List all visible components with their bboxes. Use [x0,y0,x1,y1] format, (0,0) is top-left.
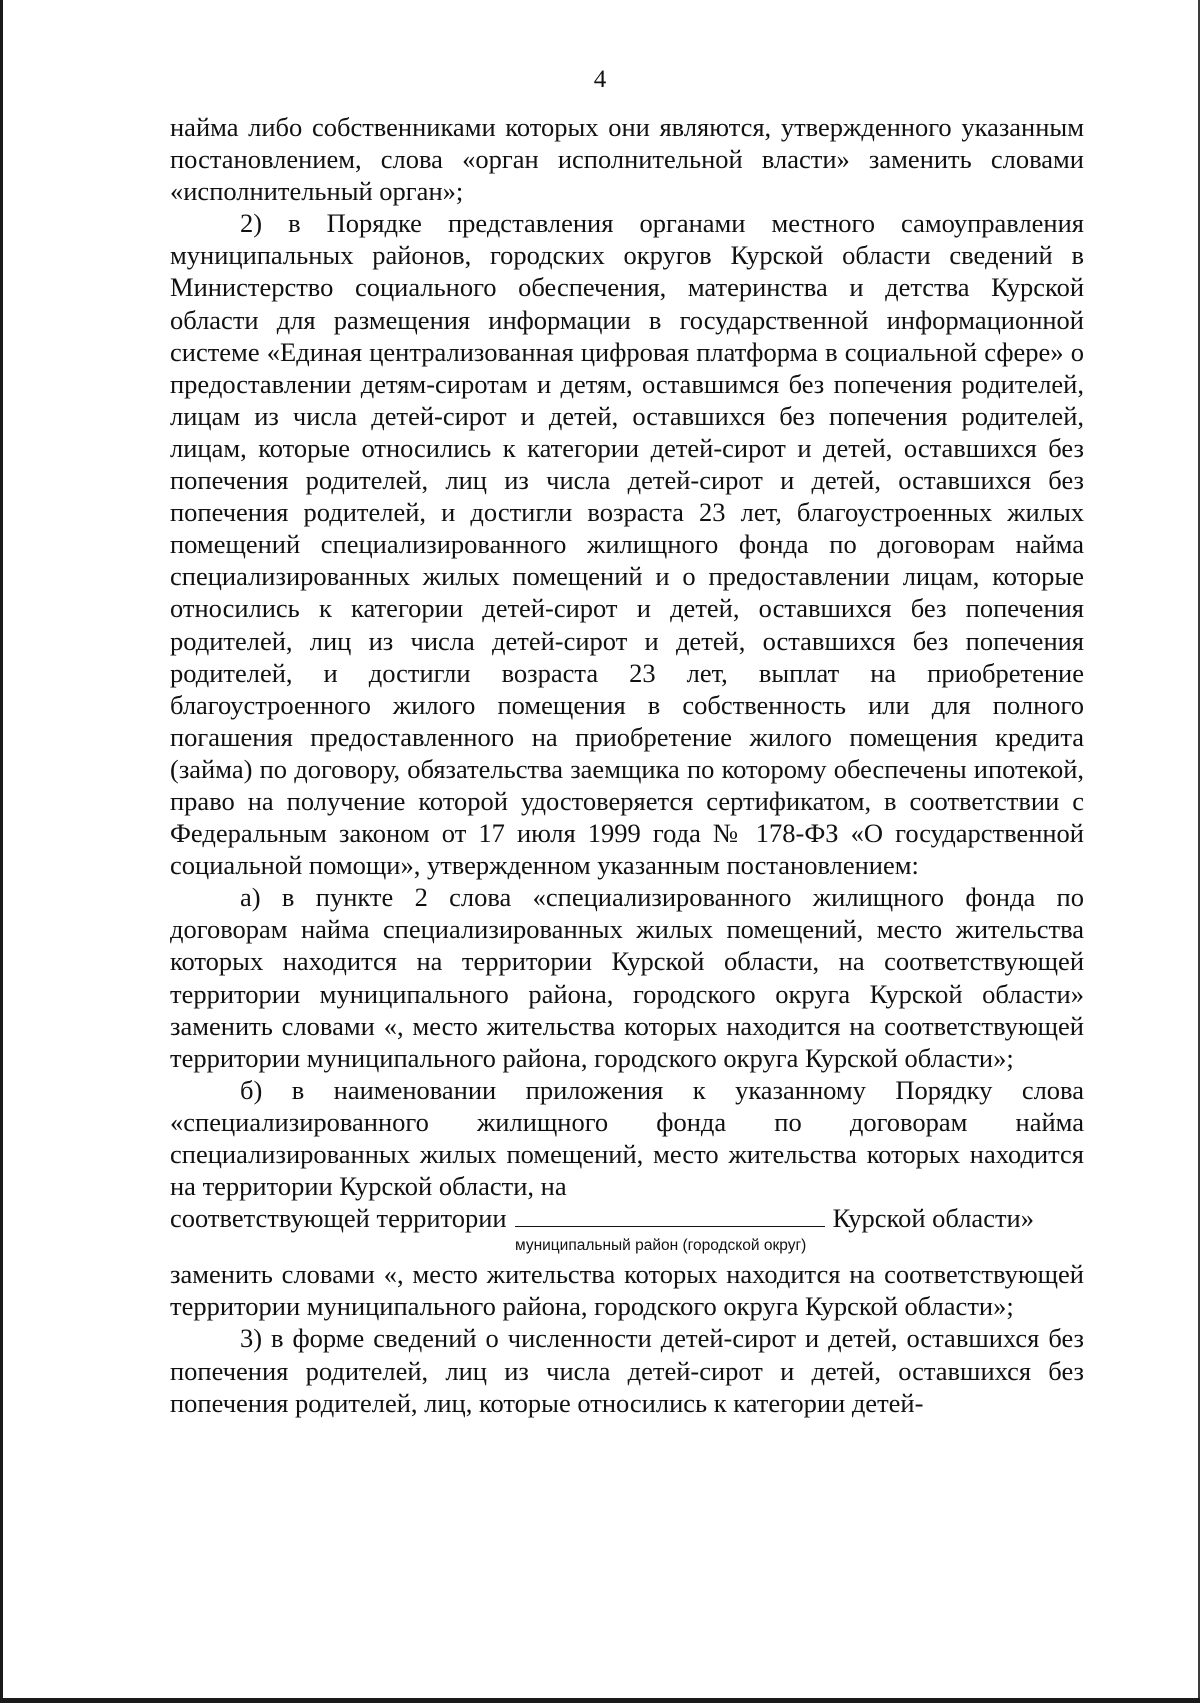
fill-line-suffix: Курской области» [832,1203,1034,1234]
paragraph-continuation: найма либо собственниками которых они являются, утвержденного указанным постановлением, слова «орган исполнительной власти» заменить словами «исполнительный орган»; [170,112,1084,207]
paragraph-item-2: 2) в Порядке представления органами местного самоуправления муниципальных районов, городских округов Курской области сведений в Министерство социального обеспечения, материнства и детства Курской области для размещения информации в государственной информационной системе «Единая централизованная цифровая платформа в социальной сфере» о предоставлении детям-сиротам и детям, оставшимся без попечения родителей, лицам из числа детей-сирот и детей, оставшихся без попечения родителей, лицам, которые относились к категории детей-сирот и детей, оставшихся без попечения родителей, лиц из числа детей-сирот и детей, оставшихся без попечения родителей, и достигли возраста 23 лет, благоустроенных жилых помещений специализированного жилищного фонда по договорам найма специализированных жилых помещений и о предоставлении лицам, которые относились к категории детей-сирот и детей, оставшихся без попечения родителей, лиц из числа детей-сирот и детей, оставшихся без попечения родителей, и достигли возраста 23 лет, выплат на приобретение благоустроенного жилого помещения в собственность или для полного погашения предоставленного на приобретение жилого помещения кредита (займа) по договору, обязательства заемщика по которому обеспечены ипотекой, право на получение которой удостоверяется сертификатом, в соответствии с Федеральным законом от 17 июля 1999 года № 178-ФЗ «О государственной социальной помощи», утвержденном указанным постановлением: [170,208,1084,881]
document-body [170,111,1084,1419]
fill-line-prefix: соответствующей территории [170,1203,507,1234]
paragraph-subitem-b-end: заменить словами «, место жительства которых находится на соответствующей территории муниципального района, городского округа Курской области»; [170,1259,1084,1322]
paragraph-subitem-b: б) в наименовании приложения к указанному Порядку слова «специализированного жилищного фонда по договорам найма специализированных жилых помещений, место жительства которых находится на территории Курской области, на [170,1074,1084,1202]
scan-left-edge [0,0,3,1703]
blank-underline [515,1225,825,1227]
paragraph-item-3: 3) в форме сведений о численности детей-сирот и детей, оставшихся без попечения родителей, лиц из числа детей-сирот и детей, оставшихся без попечения родителей, лиц, которые относились к категории детей- [170,1323,1084,1418]
paragraph-subitem-a: а) в пункте 2 слова «специализированного жилищного фонда по договорам найма специализированных жилых помещений, место жительства которых находится на территории Курской области, на соответствующей территории муниципального района, городского округа Курской области» заменить словами «, место жительства которых находится на соответствующей территории муниципального района, городского округа Курской области»; [170,882,1084,1073]
scan-bottom-edge [0,1698,1200,1703]
page-number: 4 [593,66,607,93]
fill-in-line [170,1202,1084,1234]
fill-line-caption: муниципальный район (городской округ) [515,1237,807,1255]
